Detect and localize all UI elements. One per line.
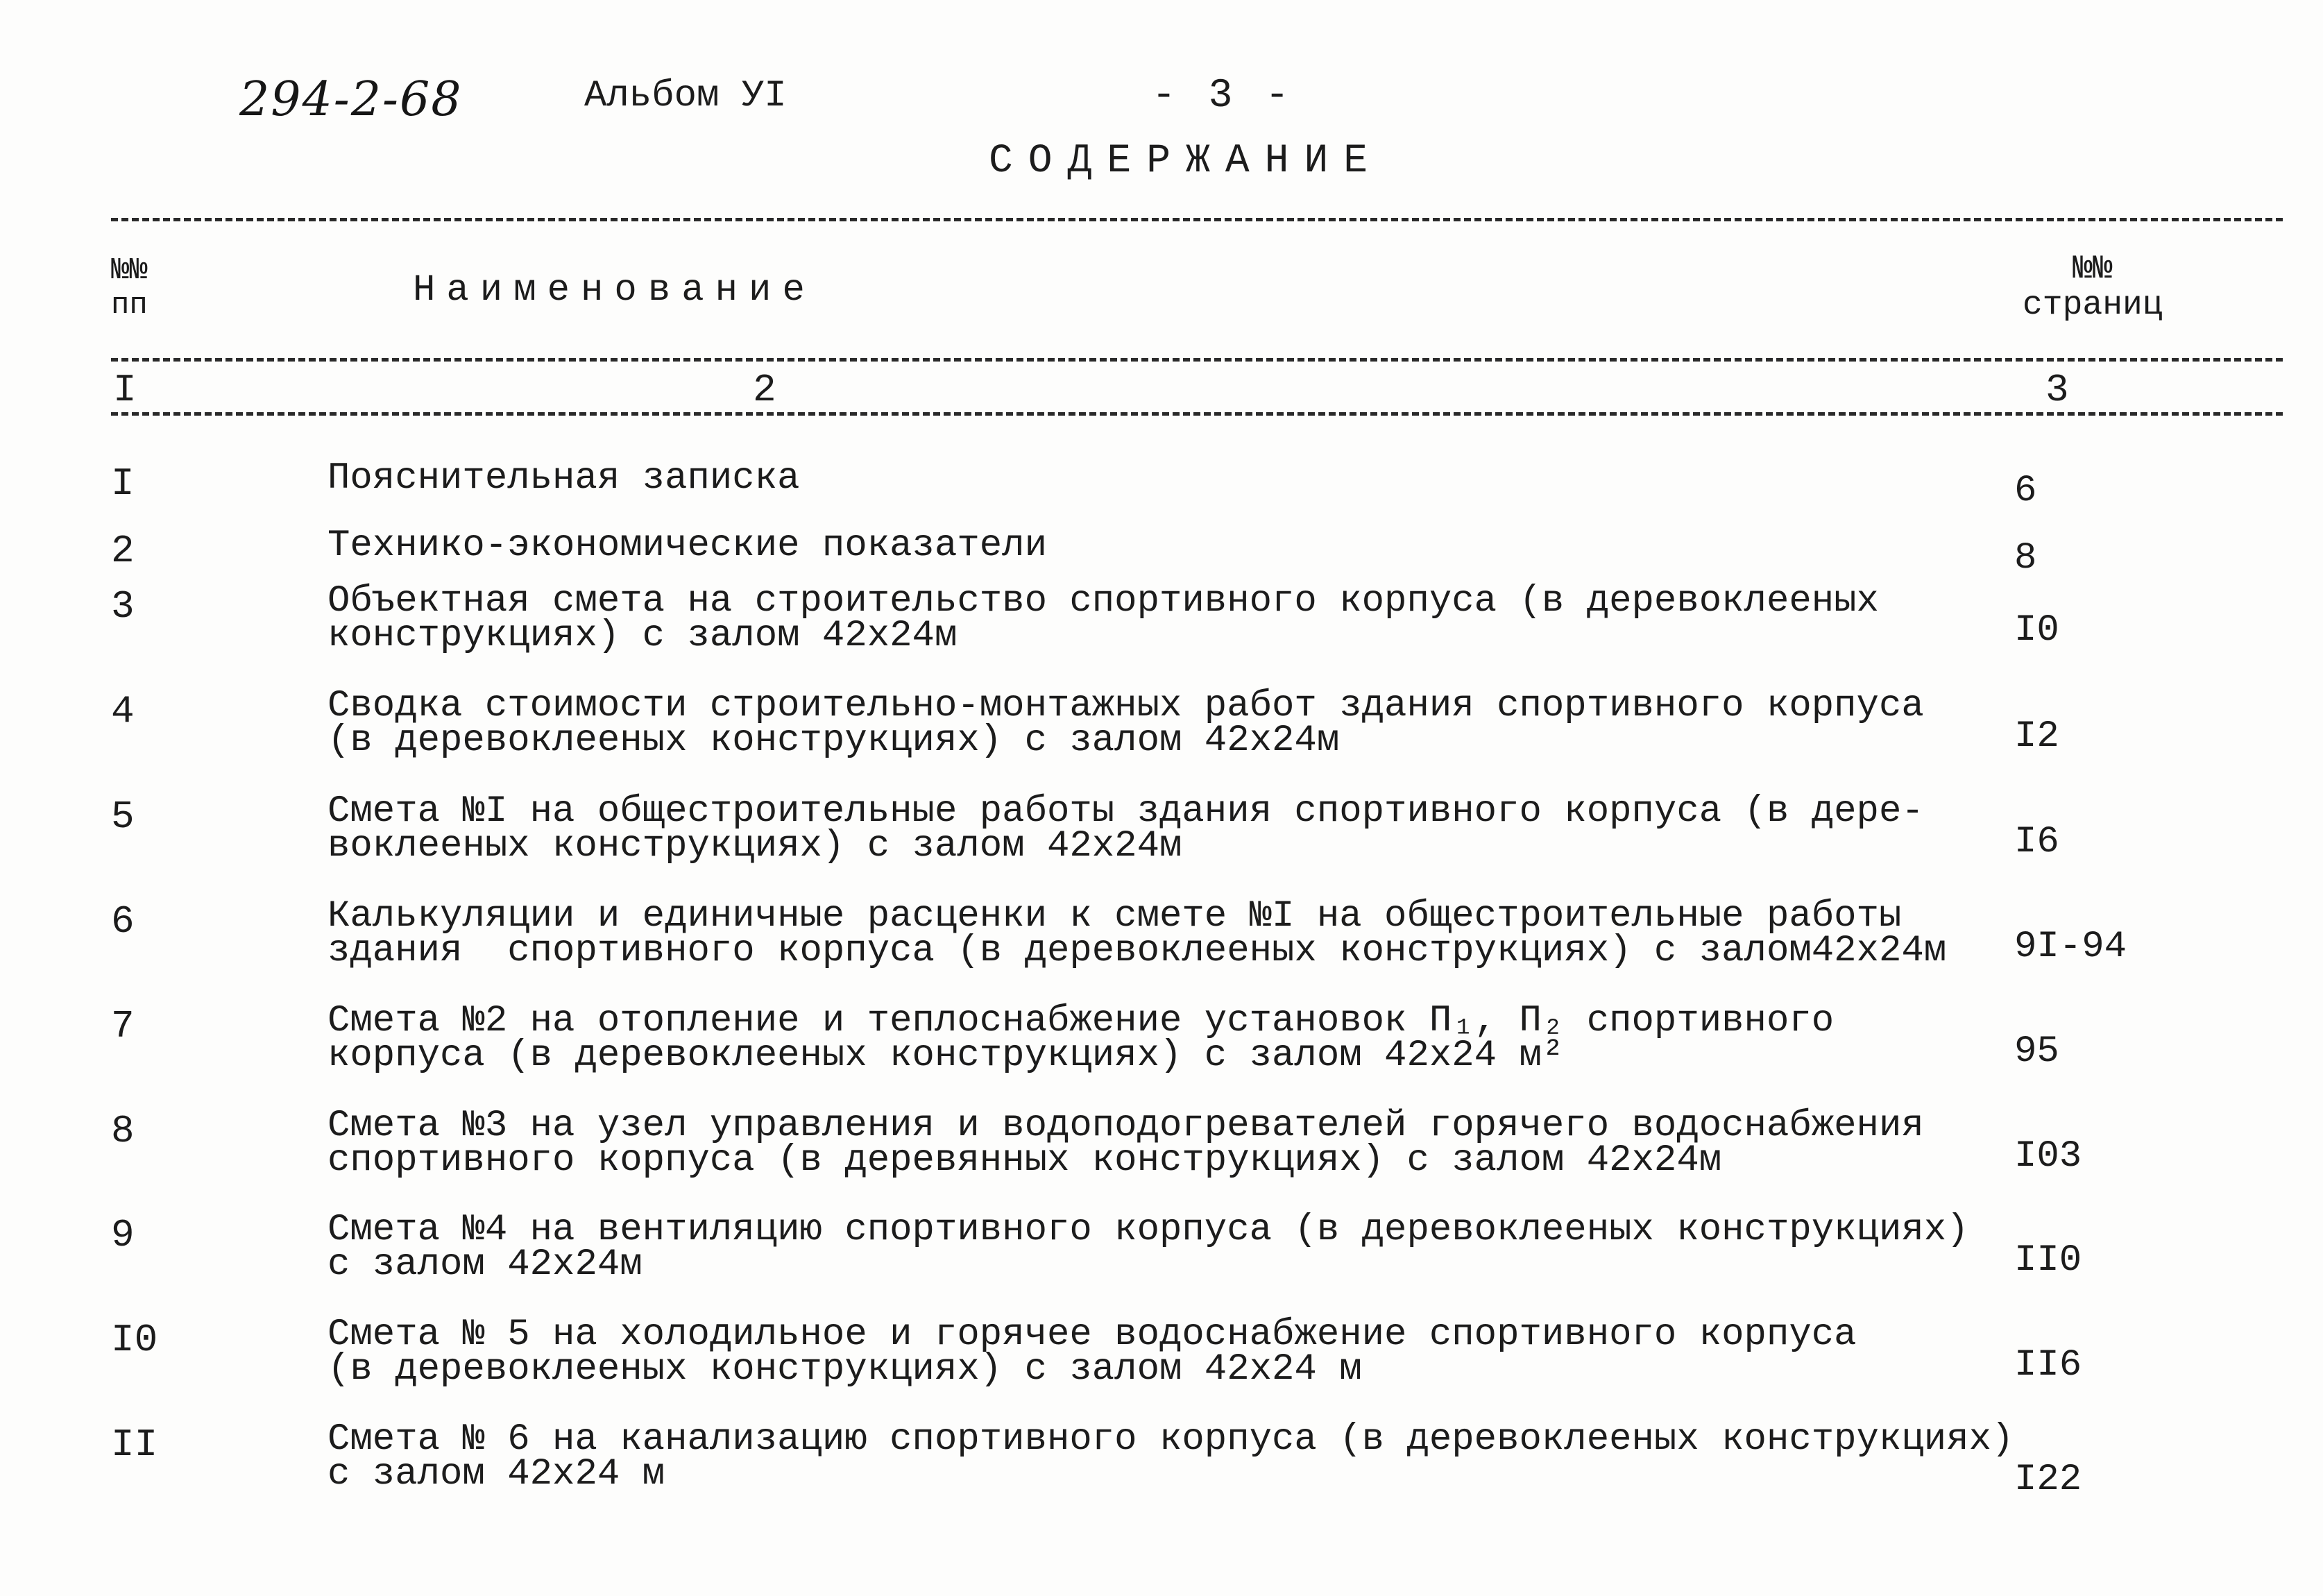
row-title-line: Технико-экономические показатели xyxy=(327,525,1047,567)
row-page-number: I0 xyxy=(2014,609,2059,652)
row-title-line: воклееных конструкциях) с залом 42х24м xyxy=(327,825,1182,867)
row-page-number: I03 xyxy=(2014,1135,2082,1178)
row-title-line: с залом 42х24 м xyxy=(327,1453,665,1495)
row-title-line: Сводка стоимости строительно-монтажных работ здания спортивного корпуса xyxy=(327,685,1924,727)
page-title: СОДЕРЖАНИЕ xyxy=(989,139,1384,184)
row-title-line: Смета №2 на отопление и теплоснабжение установок П₁, П₂ спортивного xyxy=(327,1000,1835,1042)
row-page-number: I6 xyxy=(2014,821,2059,863)
row-number: 6 xyxy=(111,899,135,944)
row-title xyxy=(327,895,1947,972)
row-number: I xyxy=(111,461,135,506)
page-number: - 3 - xyxy=(1152,74,1294,119)
row-number: 9 xyxy=(111,1213,135,1257)
column-header-number-line2: пп xyxy=(111,288,148,323)
divider-top xyxy=(111,218,2283,221)
row-number: I0 xyxy=(111,1318,158,1362)
row-title-line: (в деревоклееных конструкциях) с залом 42х24 м xyxy=(327,1348,1362,1391)
row-page-number: 6 xyxy=(2014,470,2037,512)
row-title xyxy=(327,1314,1857,1391)
row-title xyxy=(327,1209,1969,1286)
row-page-number: 9I-94 xyxy=(2014,926,2127,968)
row-title-line: здания спортивного корпуса (в деревоклееных конструкциях) с залом42х24м xyxy=(327,930,1947,972)
row-number: 4 xyxy=(111,689,135,733)
column-header-number xyxy=(111,253,148,323)
column-index-2: 2 xyxy=(753,368,776,412)
row-title-line: корпуса (в деревоклееных конструкциях) с залом 42х24 м² xyxy=(327,1035,1565,1077)
row-page-number: I22 xyxy=(2014,1459,2082,1501)
album-label: Альбом УI xyxy=(584,75,787,117)
row-number: 7 xyxy=(111,1004,135,1049)
row-title-line: Смета №4 на вентиляцию спортивного корпуса (в деревоклееных конструкциях) xyxy=(327,1209,1969,1251)
row-page-number: 8 xyxy=(2014,537,2037,579)
column-index-3: 3 xyxy=(2045,368,2069,412)
row-title-line: Смета №I на общестроительные работы здания спортивного корпуса (в дере- xyxy=(327,790,1924,833)
column-header-pages-line1: №№ xyxy=(2073,251,2113,288)
row-title-line: Смета №3 на узел управления и водоподогревателей горячего водоснабжения xyxy=(327,1105,1924,1147)
row-title xyxy=(327,685,1924,762)
column-header-number-line1: №№ xyxy=(111,253,148,288)
row-title xyxy=(327,580,1879,657)
column-index-1: I xyxy=(113,368,137,412)
column-header-pages-line2: страниц xyxy=(2023,287,2163,324)
row-title-line: с залом 42х24м xyxy=(327,1243,643,1286)
row-title xyxy=(327,1418,2014,1495)
divider-header xyxy=(111,358,2283,362)
row-title-line: Калькуляции и единичные расценки к смете №I на общестроительные работы xyxy=(327,895,1902,937)
row-title xyxy=(327,457,800,500)
row-number: 2 xyxy=(111,529,135,573)
row-page-number: II6 xyxy=(2014,1344,2082,1386)
row-title-line: Смета № 6 на канализацию спортивного корпуса (в деревоклееных конструкциях) xyxy=(327,1418,2014,1461)
row-page-number: II0 xyxy=(2014,1239,2082,1282)
document-code: 294-2-68 xyxy=(239,72,463,127)
row-number: II xyxy=(111,1423,158,1467)
divider-index xyxy=(111,412,2283,416)
row-number: 3 xyxy=(111,584,135,629)
row-title xyxy=(327,790,1924,867)
row-page-number: 95 xyxy=(2014,1030,2059,1073)
row-title-line: Пояснительная записка xyxy=(327,457,800,500)
row-number: 5 xyxy=(111,795,135,839)
row-title xyxy=(327,1105,1924,1182)
row-title-line: (в деревоклееных конструкциях) с залом 42х24м xyxy=(327,720,1340,762)
row-number: 8 xyxy=(111,1109,135,1153)
column-header-pages xyxy=(2023,251,2163,323)
row-title xyxy=(327,1000,1835,1077)
row-title xyxy=(327,525,1047,567)
row-title-line: спортивного корпуса (в деревянных конструкциях) с залом 42х24м xyxy=(327,1139,1722,1182)
row-page-number: I2 xyxy=(2014,715,2059,758)
row-title-line: Объектная смета на строительство спортивного корпуса (в деревоклееных xyxy=(327,580,1879,622)
row-title-line: Смета № 5 на холодильное и горячее водоснабжение спортивного корпуса xyxy=(327,1314,1857,1356)
row-title-line: конструкциях) с залом 42х24м xyxy=(327,615,958,657)
column-header-name: Наименование xyxy=(413,269,816,312)
